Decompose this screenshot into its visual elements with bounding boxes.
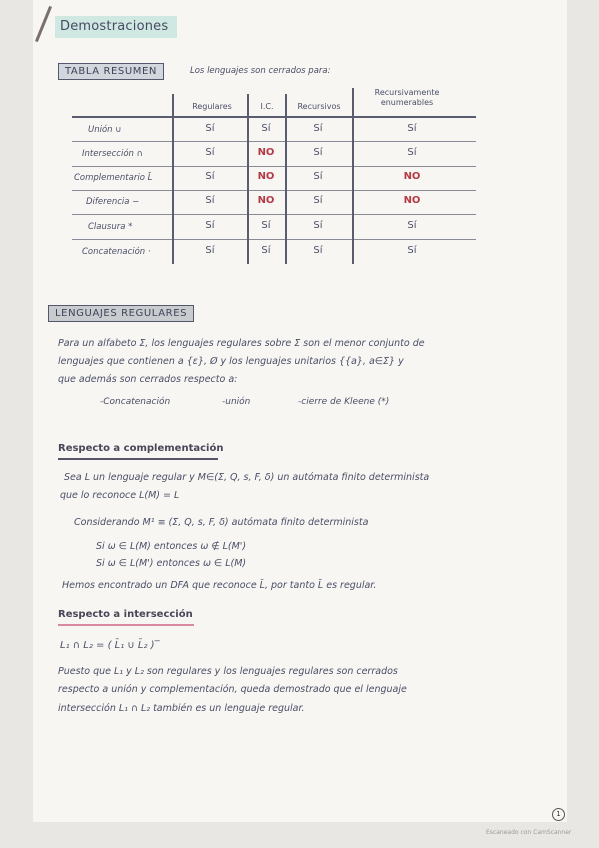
cell-inter-recursivos: Sí	[313, 147, 323, 158]
regular-op-union: -unión	[222, 397, 251, 407]
cell-comp-ic: NO	[257, 171, 275, 182]
complement-line-2: que lo reconoce L(M) = L	[60, 490, 180, 501]
complement-line-5: Si ω ∈ L(M') entonces ω ∈ L(M)	[96, 558, 247, 569]
complement-heading: Respecto a complementación	[58, 443, 224, 454]
cell-clau-re: Sí	[407, 220, 417, 231]
page-number: 1	[552, 808, 565, 821]
cell-dif-regulares: Sí	[205, 195, 215, 206]
scanner-footer: Escaneado con CamScanner	[486, 829, 572, 836]
cell-comp-regulares: Sí	[205, 171, 215, 182]
complement-heading-underline	[58, 458, 218, 460]
col-header-regulares: Regulares	[192, 102, 232, 111]
cell-dif-recursivos: Sí	[313, 195, 323, 206]
intersection-heading: Respecto a intersección	[58, 609, 193, 620]
intersection-line-3: intersección L₁ ∩ L₂ también es un lenguaje regular.	[58, 703, 305, 714]
regular-para-line-3: que además son cerrados respecto a:	[58, 374, 238, 385]
intersection-line-2: respecto a unión y complementación, queda demostrado que el lenguaje	[58, 684, 407, 695]
cell-clau-ic: Sí	[261, 220, 271, 231]
table-vline-4	[352, 88, 354, 264]
regular-para-line-1: Para un alfabeto Σ, los lenguajes regulares sobre Σ son el menor conjunto de	[58, 338, 425, 349]
regular-para-line-2: lenguajes que contienen a {ε}, Ø y los lenguajes unitarios {{a}, a∈Σ} y	[58, 356, 404, 367]
cell-clau-recursivos: Sí	[313, 220, 323, 231]
table-row-rule	[72, 190, 476, 191]
cell-inter-ic: NO	[257, 147, 275, 158]
cell-conc-recursivos: Sí	[313, 245, 323, 256]
summary-subtitle: Los lenguajes son cerrados para:	[190, 66, 331, 76]
complement-line-3: Considerando M¹ ≡ (Σ, Q, s, F, δ) autómata finito determinista	[74, 517, 369, 528]
table-row-rule	[72, 214, 476, 215]
row-label-diferencia: Diferencia −	[86, 197, 140, 207]
cell-union-re: Sí	[407, 123, 417, 134]
table-header-rule	[72, 116, 476, 118]
page-title: Demostraciones	[60, 19, 169, 34]
cell-inter-regulares: Sí	[205, 147, 215, 158]
intersection-line-1: Puesto que L₁ y L₂ son regulares y los lenguajes regulares son cerrados	[58, 666, 398, 677]
complement-line-6: Hemos encontrado un DFA que reconoce L̄, por tanto L̄ es regular.	[62, 580, 377, 591]
table-row-rule	[72, 166, 476, 167]
complement-line-1: Sea L un lenguaje regular y M∈(Σ, Q, s, F, δ) un autómata finito determinista	[64, 472, 430, 483]
row-label-concatenacion: Concatenación ·	[82, 247, 151, 257]
cell-union-regulares: Sí	[205, 123, 215, 134]
table-row-rule	[72, 239, 476, 240]
cell-comp-recursivos: Sí	[313, 171, 323, 182]
complement-line-4: Si ω ∈ L(M) entonces ω ∉ L(M')	[96, 541, 247, 552]
table-row-rule	[72, 141, 476, 142]
row-label-clausura: Clausura *	[88, 222, 133, 232]
regular-op-kleene: -cierre de Kleene (*)	[298, 397, 390, 407]
summary-box-label: TABLA RESUMEN	[58, 63, 164, 80]
col-header-ic: I.C.	[260, 102, 274, 111]
cell-inter-re: Sí	[407, 147, 417, 158]
row-label-union: Unión ∪	[88, 125, 122, 135]
cell-clau-regulares: Sí	[205, 220, 215, 231]
cell-union-ic: Sí	[261, 123, 271, 134]
cell-union-recursivos: Sí	[313, 123, 323, 134]
intersection-heading-underline	[58, 624, 194, 626]
row-label-complementario: Complementario L̄	[74, 173, 153, 183]
cell-conc-ic: Sí	[261, 245, 271, 256]
cell-dif-ic: NO	[257, 195, 275, 206]
row-label-interseccion: Intersección ∩	[82, 149, 143, 159]
col-header-recursivos: Recursivos	[297, 102, 341, 111]
col-header-re: Recursivamente enumerables	[374, 88, 440, 107]
cell-comp-re: NO	[403, 171, 421, 182]
intersection-formula: L₁ ∩ L₂ = ( L̄₁ ∪ L̄₂ )‾	[60, 640, 160, 651]
regular-op-concatenacion: -Concatenación	[100, 397, 171, 407]
regular-box-label: LENGUAJES REGULARES	[48, 305, 194, 322]
cell-dif-re: NO	[403, 195, 421, 206]
cell-conc-re: Sí	[407, 245, 417, 256]
cell-conc-regulares: Sí	[205, 245, 215, 256]
